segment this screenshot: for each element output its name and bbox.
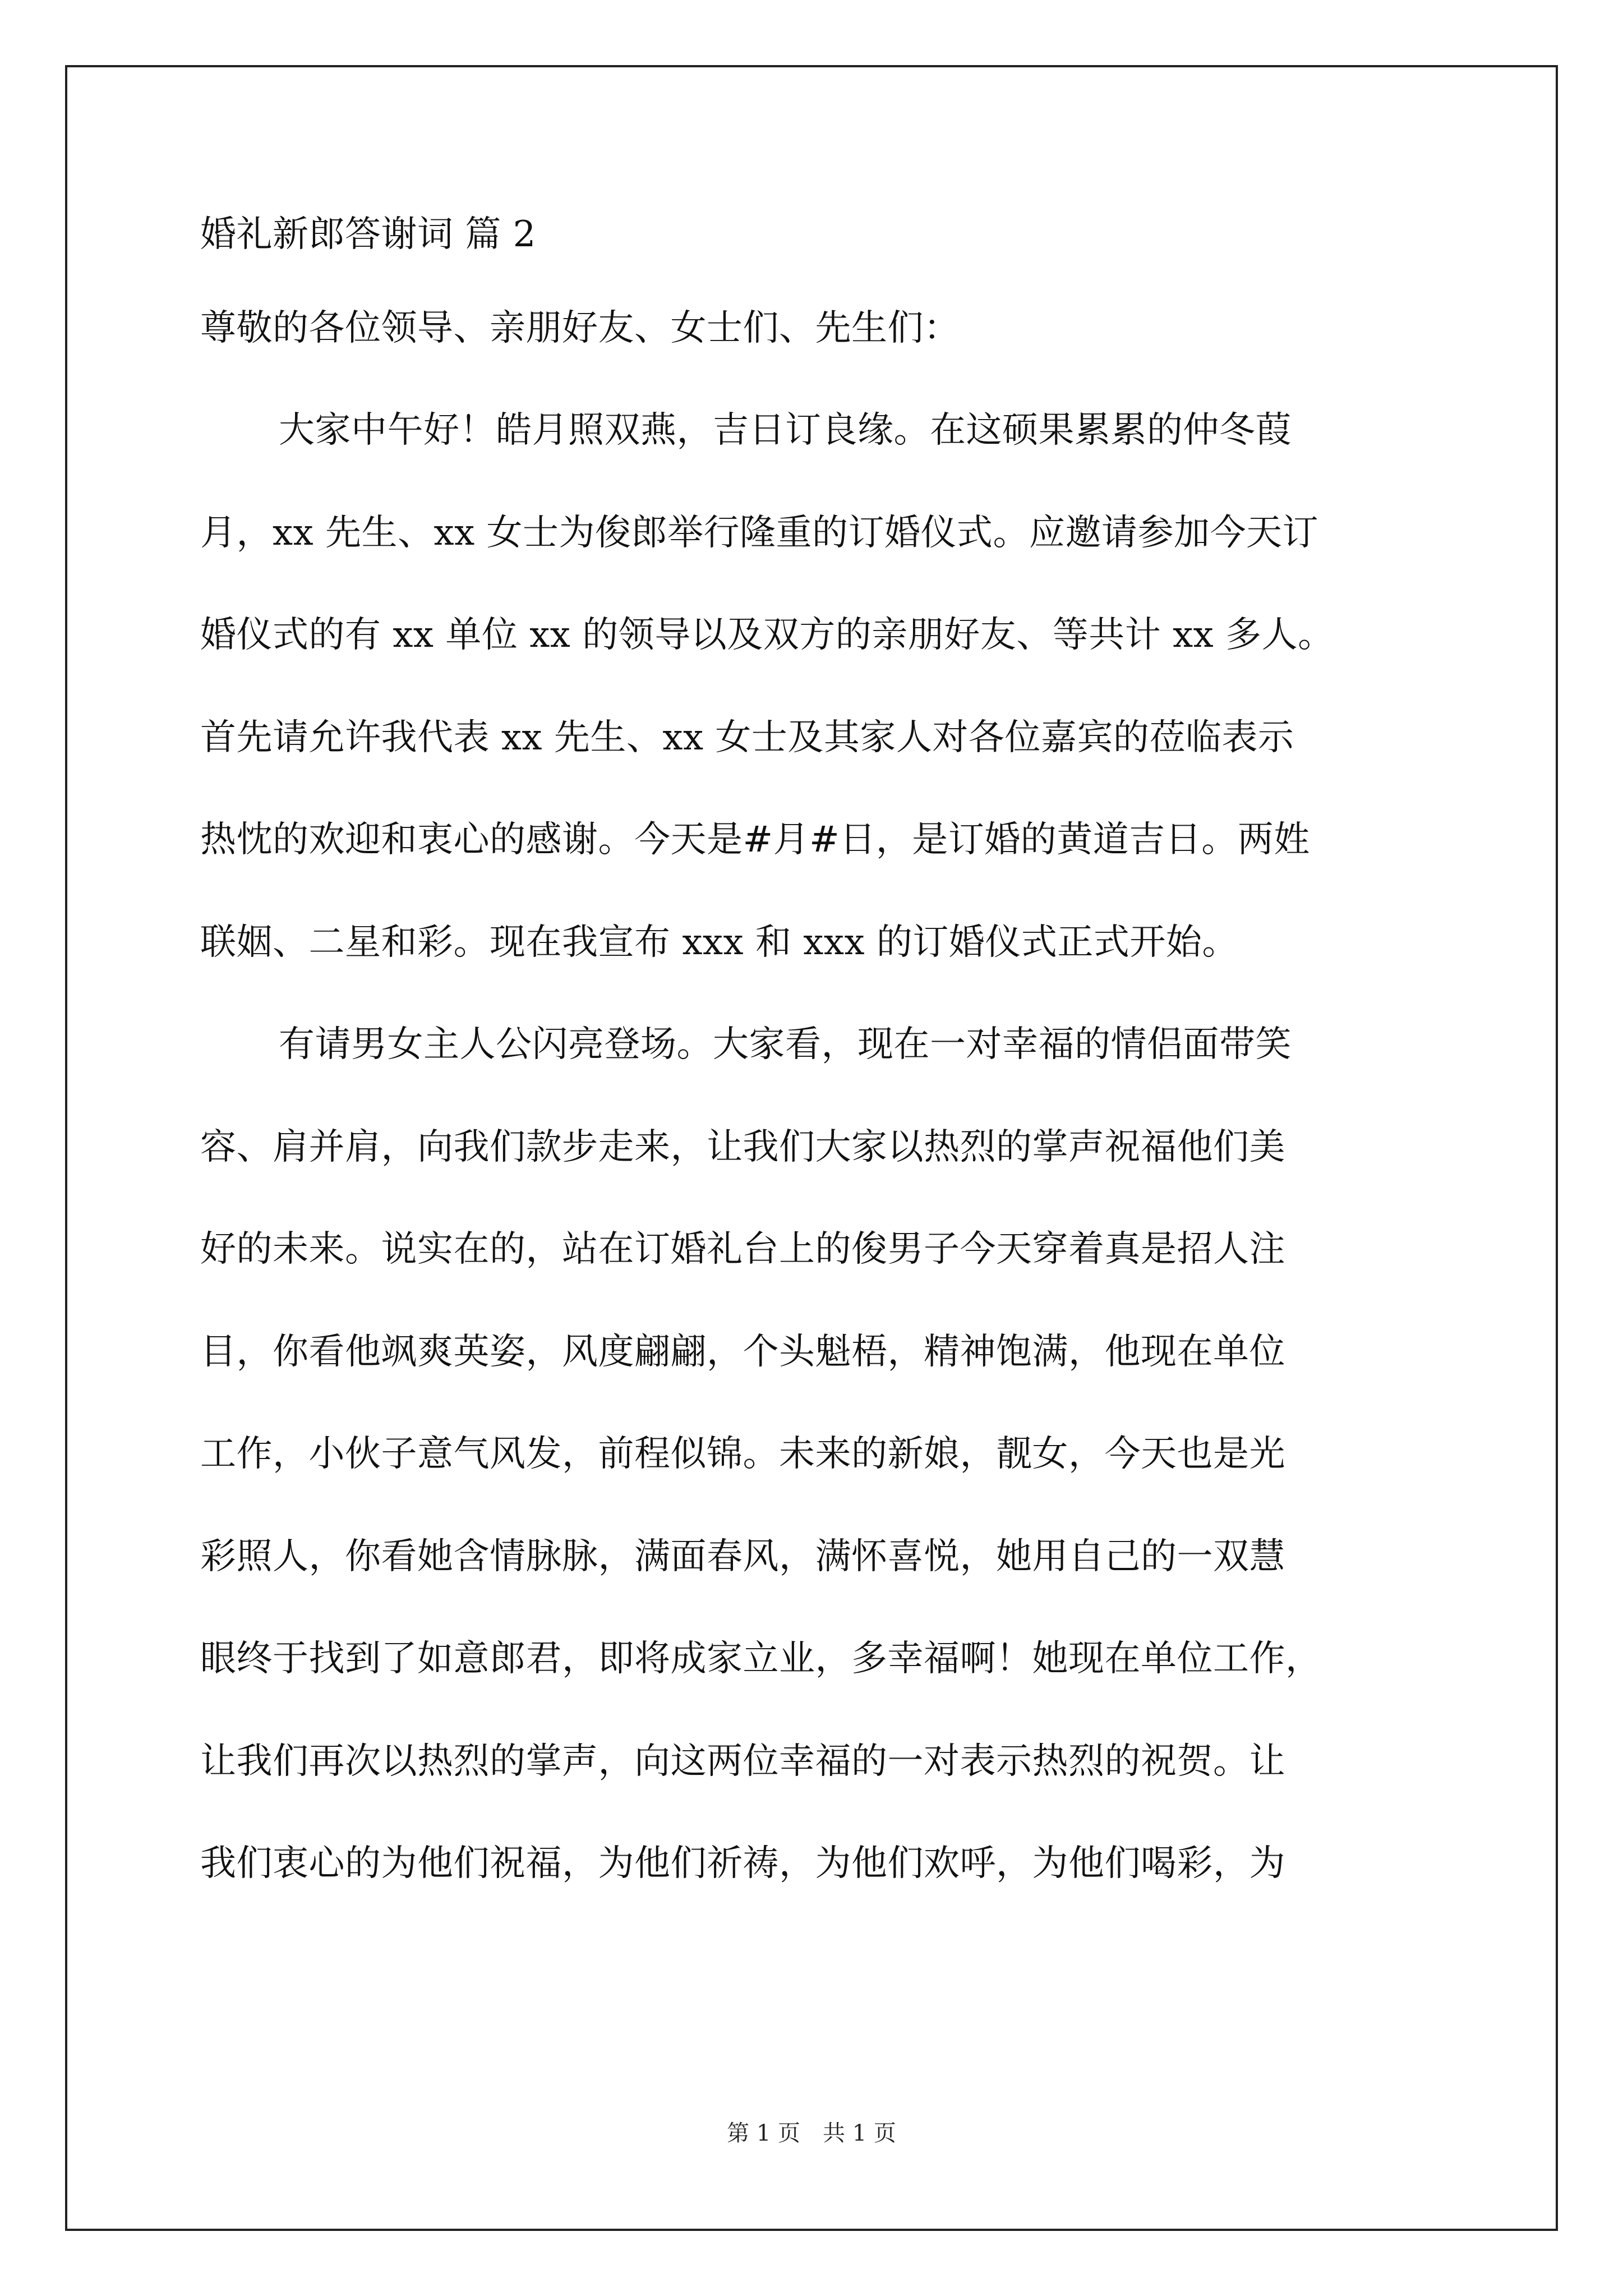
paragraph-line: 首先请允许我代表 xx 先生、xx 女士及其家人对各位嘉宾的莅临表示 [200,717,1294,758]
document-title: 婚礼新郎答谢词 篇 2 [200,214,536,255]
paragraph-line: 大家中午好！皓月照双燕，吉日订良缘。在这硕果累累的仲冬葭 [279,409,1292,451]
paragraph-line: 好的未来。说实在的，站在订婚礼台上的俊男子今天穿着真是招人注 [200,1228,1285,1270]
paragraph-line: 联姻、二星和彩。现在我宣布 xxx 和 xxx 的订婚仪式正式开始。 [200,922,1238,963]
paragraph-line: 月，xx 先生、xx 女士为俊郎举行隆重的订婚仪式。应邀请参加今天订 [200,512,1319,554]
paragraph-line: 彩照人，你看她含情脉脉，满面春风，满怀喜悦，她用自己的一双慧 [200,1536,1285,1577]
paragraph-line: 工作，小伙子意气风发，前程似锦。未来的新娘，靓女，今天也是光 [200,1433,1285,1475]
paragraph-line: 热忱的欢迎和衷心的感谢。今天是#月#日，是订婚的黄道吉日。两姓 [200,819,1310,861]
paragraph-line: 我们衷心的为他们祝福，为他们祈祷，为他们欢呼，为他们喝彩，为 [200,1843,1285,1884]
paragraph-line: 婚仪式的有 xx 单位 xx 的领导以及双方的亲朋好友、等共计 xx 多人。 [200,614,1334,656]
paragraph-line: 容、肩并肩，向我们款步走来，让我们大家以热烈的掌声祝福他们美 [200,1126,1285,1168]
paragraph-line: 眼终于找到了如意郎君，即将成家立业，多幸福啊！她现在单位工作， [200,1638,1322,1680]
paragraph-line: 目，你看他飒爽英姿，风度翩翩，个头魁梧，精神饱满，他现在单位 [200,1331,1285,1373]
document-salutation: 尊敬的各位领导、亲朋好友、女士们、先生们： [200,307,960,349]
paragraph-line: 让我们再次以热烈的掌声，向这两位幸福的一对表示热烈的祝贺。让 [200,1741,1285,1782]
page-number-footer: 第 1 页 共 1 页 [727,2120,896,2146]
paragraph-line: 有请男女主人公闪亮登场。大家看，现在一对幸福的情侣面带笑 [279,1024,1292,1065]
